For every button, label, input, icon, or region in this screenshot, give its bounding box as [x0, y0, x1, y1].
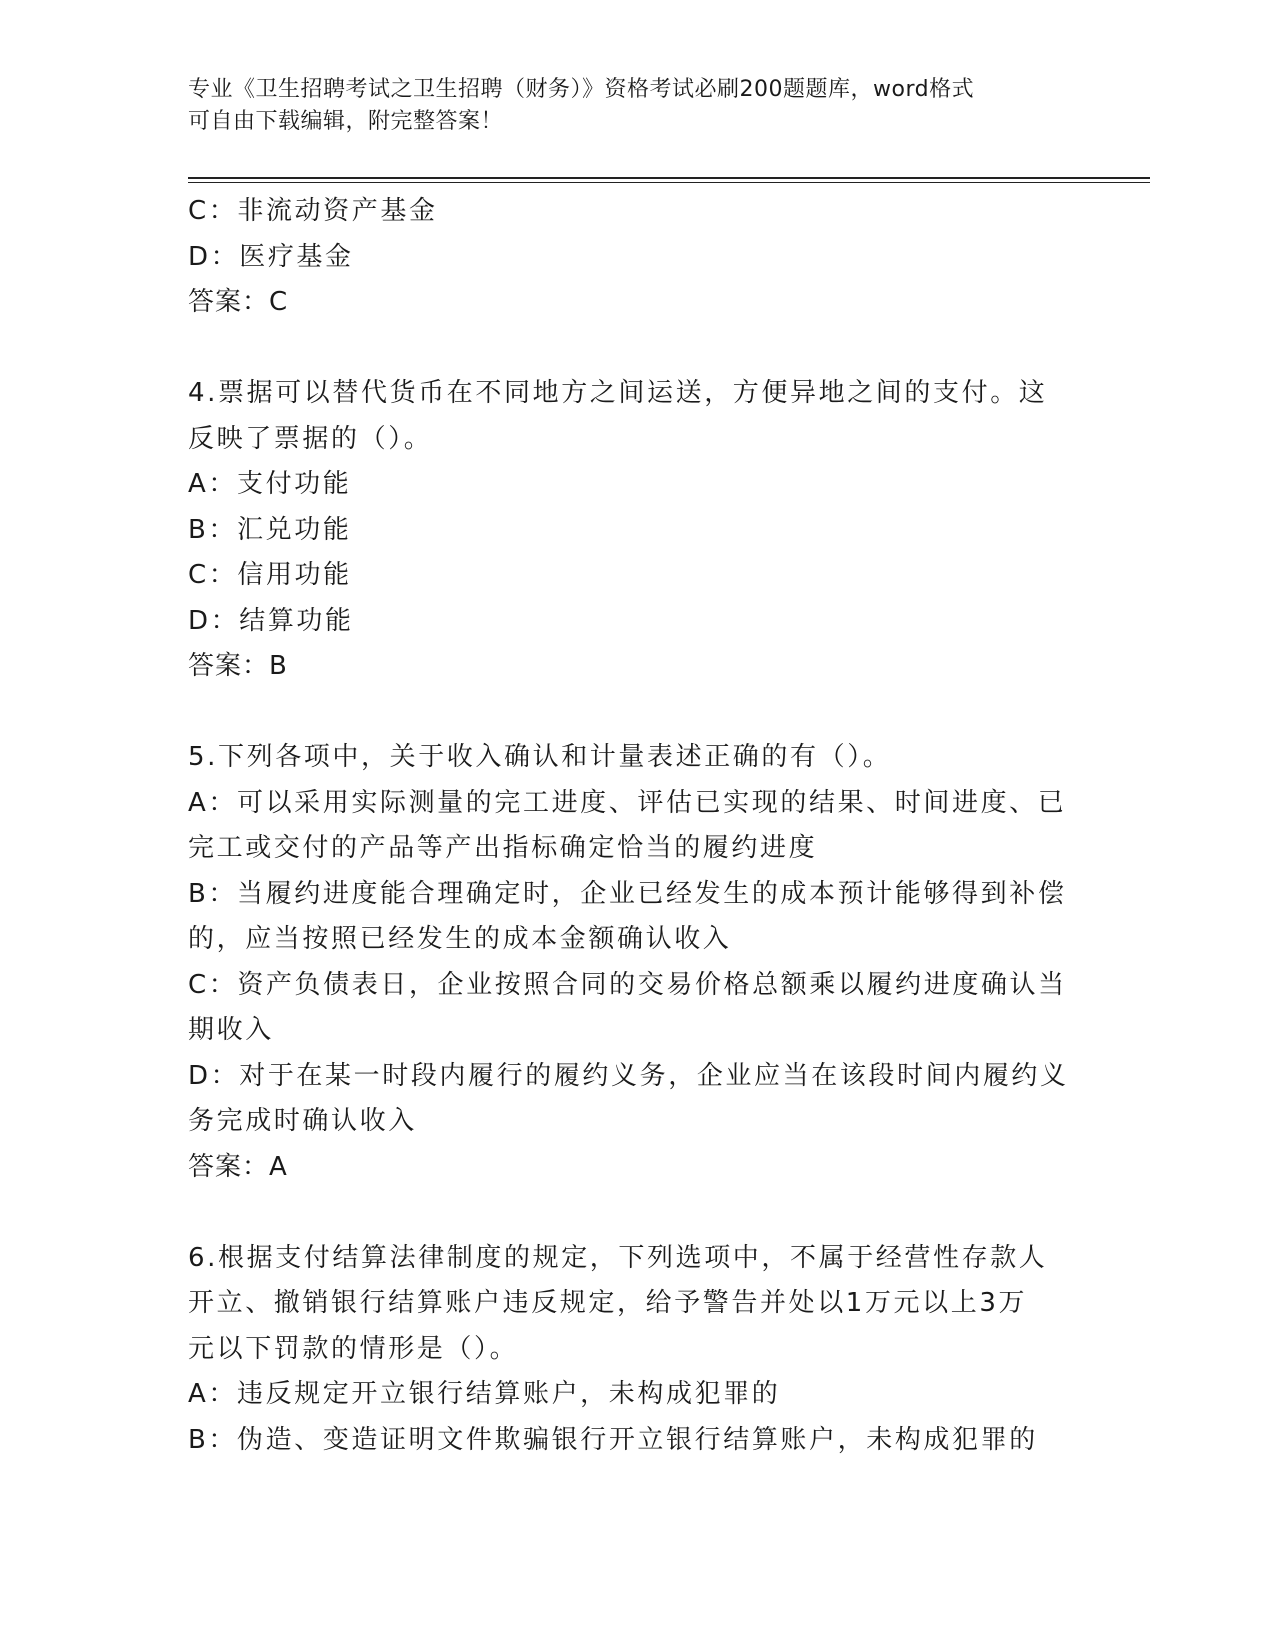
question-4-option-a: A：支付功能 — [188, 469, 352, 499]
header-title-line-1: 专业《卫生招聘考试之卫生招聘（财务）》资格考试必刷200题题库，word格式 — [188, 77, 975, 102]
question-5-option-c-line-1: C：资产负债表日，企业按照合同的交易价格总额乘以履约进度确认当 — [188, 969, 1067, 1000]
question-5-option-d-line-2: 务完成时确认收入 — [188, 1106, 417, 1136]
header-divider-thin — [188, 182, 1150, 183]
question-6-option-b: B：伪造、变造证明文件欺骗银行开立银行结算账户，未构成犯罪的 — [188, 1424, 1038, 1455]
question-6-stem-line-3: 元以下罚款的情形是（）。 — [188, 1333, 519, 1364]
spacer — [188, 690, 1073, 736]
question-5-option-a-line-2: 完工或交付的产品等产出指标确定恰当的履约进度 — [188, 833, 818, 863]
question-4-answer: 答案：B — [188, 651, 288, 681]
spacer — [188, 1190, 1073, 1236]
question-5-option-b-line-1: B：当履约进度能合理确定时，企业已经发生的成本预计能够得到补偿 — [188, 878, 1067, 909]
spacer — [188, 326, 1073, 372]
question-5-option-a-line-1: A：可以采用实际测量的完工进度、评估已实现的结果、时间进度、已 — [188, 787, 1067, 818]
answer-line: 答案：C — [188, 287, 289, 317]
header-title-line-2: 可自由下载编辑，附完整答案！ — [188, 109, 504, 134]
document-body — [188, 189, 1073, 1463]
question-4-option-c: C：信用功能 — [188, 560, 352, 590]
question-4-stem-line-1: 4.票据可以替代货币在不同地方之间运送，方便异地之间的支付。这 — [188, 378, 1048, 408]
option-c: C：非流动资产基金 — [188, 196, 438, 226]
question-6-option-a: A：违反规定开立银行结算账户，未构成犯罪的 — [188, 1379, 781, 1409]
question-4-option-d: D：结算功能 — [188, 605, 354, 636]
question-5-answer: 答案：A — [188, 1151, 288, 1182]
question-4-stem-line-2: 反映了票据的（）。 — [188, 423, 433, 454]
question-6-stem-line-2: 开立、撤销银行结算账户违反规定，给予警告并处以1万元以上3万 — [188, 1288, 1028, 1318]
question-4-option-b: B：汇兑功能 — [188, 514, 352, 545]
question-5-option-d-line-1: D：对于在某一时段内履行的履约义务，企业应当在该段时间内履约义 — [188, 1060, 1069, 1091]
question-5-option-c-line-2: 期收入 — [188, 1015, 274, 1045]
document-header — [188, 74, 1068, 138]
question-6-stem-line-1: 6.根据支付结算法律制度的规定，下列选项中，不属于经营性存款人 — [188, 1242, 1048, 1273]
question-5-option-b-line-2: 的，应当按照已经发生的成本金额确认收入 — [188, 924, 732, 954]
option-d: D：医疗基金 — [188, 241, 354, 272]
question-5-stem: 5.下列各项中，关于收入确认和计量表述正确的有（）。 — [188, 742, 892, 772]
header-divider-thick — [188, 177, 1150, 179]
